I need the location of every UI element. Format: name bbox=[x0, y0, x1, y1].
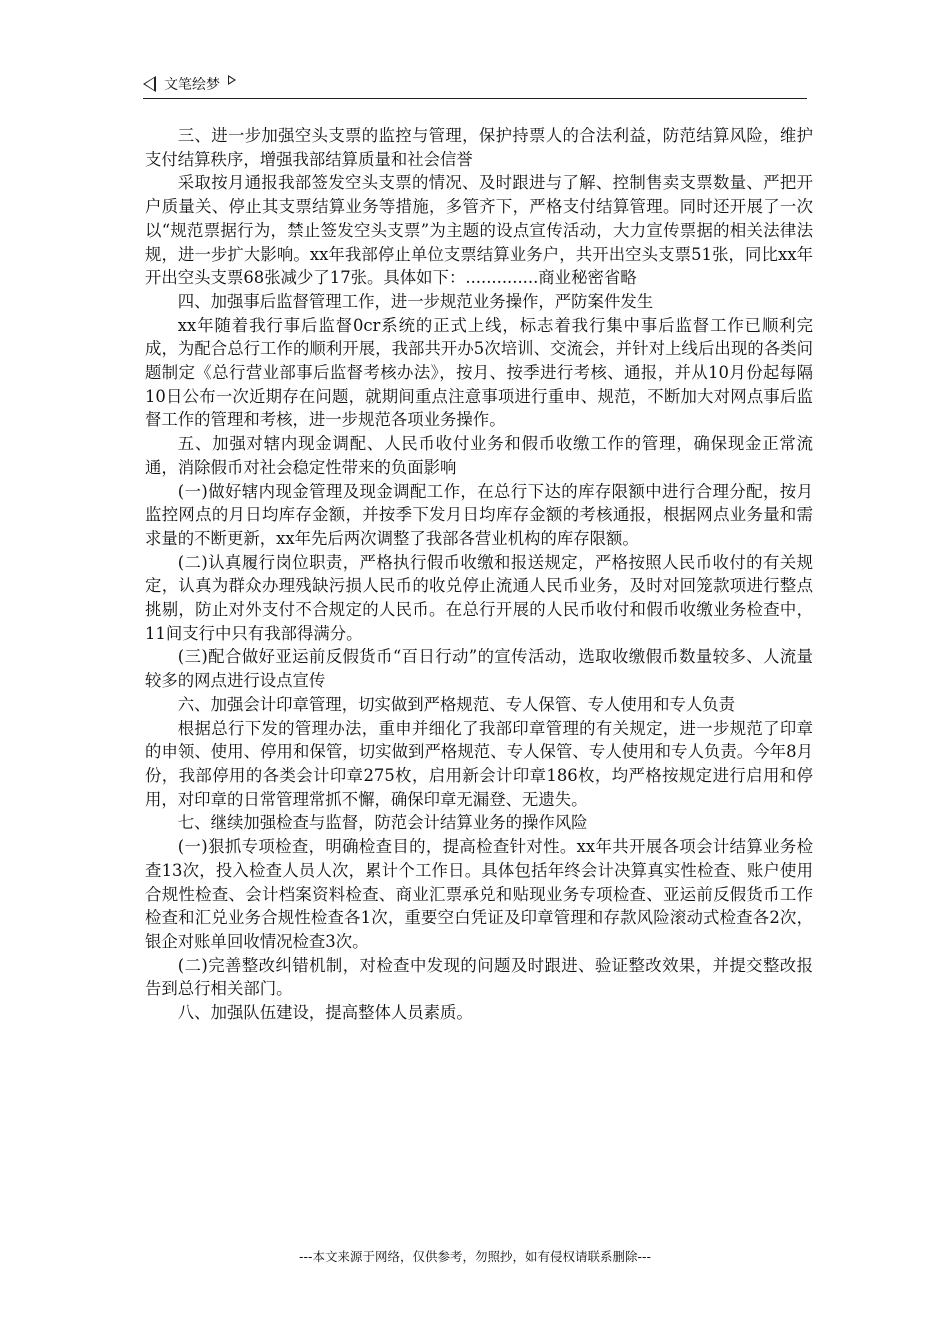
page-footer-note: ---本文来源于网络，仅供参考，勿照抄，如有侵权请联系删除--- bbox=[298, 1249, 652, 1264]
paragraph: (二)完善整改纠错机制，对检查中发现的问题及时跟进、验证整改效果，并提交整改报告到总行相关部门。 bbox=[145, 955, 813, 999]
header-brand bbox=[143, 74, 236, 94]
section-heading-3: 三、进一步加强空头支票的监控与管理，保护持票人的合法利益，防范结算风险，维护支付结算秩序，增强我部结算质量和社会信誉 bbox=[145, 126, 813, 169]
section-heading-6: 六、加强会计印章管理，切实做到严格规范、专人保管、专人使用和专人负责 bbox=[177, 694, 736, 714]
section-heading-7: 七、继续加强检查与监督，防范会计结算业务的操作风险 bbox=[177, 813, 588, 833]
document-body bbox=[145, 124, 813, 1025]
paragraph: (一)做好辖内现金管理及现金调配工作，在总行下达的库存限额中进行合理分配，按月监控网点的月日均库存金额，并按季下发月日均库存金额的考核通报，根据网点业务量和需求量的不断更新，xx年先后两次调整了我部各营业机构的库存限额。 bbox=[145, 481, 813, 548]
header-title: 文笔绘梦 bbox=[164, 77, 220, 93]
paragraph: 采取按月通报我部签发空头支票的情况、及时跟进与了解、控制售卖支票数量、严把开户质量关、停止其支票结算业务等措施，多管齐下，严格支付结算管理。同时还开展了一次以“规范票据行为，禁止签发空头支票”为主题的设点宣传活动，大力宣传票据的相关法律法规，进一步扩大影响。xx年我部停止单位支票结算业务户，共开出空头支票51张，同比xx年开出空头支票68张减少了17张。具体如下：..............商业秘密省略 bbox=[145, 173, 813, 288]
paragraph: (一)狠抓专项检查，明确检查目的，提高检查针对性。xx年共开展各项会计结算业务检查13次，投入检查人员人次，累计个工作日。具体包括年终会计决算真实性检查、账户使用合规性检查、会计档案资料检查、商业汇票承兑和贴现业务专项检查、亚运前反假货币工作检查和汇兑业务合规性检查各1次，重要空白凭证及印章管理和存款风险滚动式检查各2次，银企对账单回收情况检查3次。 bbox=[145, 837, 813, 951]
section-heading-4: 四、加强事后监督管理工作，进一步规范业务操作，严防案件发生 bbox=[177, 291, 654, 311]
paragraph: (三)配合做好亚运前反假货币“百日行动”的宣传活动，选取收缴假币数量较多、人流量较多的网点进行设点宣传 bbox=[145, 647, 813, 691]
paragraph: 根据总行下发的管理办法，重申并细化了我部印章管理的有关规定，进一步规范了印章的申领、使用、停用和保管，切实做到严格规范、专人保管、专人使用和专人负责。今年8月份，我部停用的各类会计印章275枚，启用新会计印章186枚，均严格按规定进行启用和停用，对印章的日常管理常抓不懈，确保印章无漏登、无遗失。 bbox=[145, 718, 813, 809]
section-heading-8: 八、加强队伍建设，提高整体人员素质。 bbox=[177, 1003, 473, 1023]
section-heading-5: 五、加强对辖内现金调配、人民币收付业务和假币收缴工作的管理，确保现金正常流通，消除假币对社会稳定性带来的负面影响 bbox=[145, 434, 813, 477]
page-header bbox=[143, 72, 807, 99]
triangle-left-outline-icon bbox=[143, 76, 156, 92]
paragraph: (二)认真履行岗位职责，严格执行假币收缴和报送规定，严格按照人民币收付的有关规定，认真为群众办理残缺污损人民币的收兑停止流通人民币业务，及时对回笼款项进行整点挑剔，防止对外支付不合规定的人民币。在总行开展的人民币收付和假币收缴业务检查中，11间支行中只有我部得满分。 bbox=[145, 552, 813, 643]
triangle-right-small-icon bbox=[228, 75, 236, 85]
paragraph: xx年随着我行事后监督0cr系统的正式上线，标志着我行集中事后监督工作已顺利完成，为配合总行工作的顺利开展，我部共开办5次培训、交流会，并针对上线后出现的各类问题制定《总行营业部事后监督考核办法》，按月、按季进行考核、通报，并从10月份起每隔10日公布一次近期存在问题，就期间重点注意事项进行重申、规范，不断加大对网点事后监督工作的管理和考核，进一步规范各项业务操作。 bbox=[145, 315, 813, 430]
